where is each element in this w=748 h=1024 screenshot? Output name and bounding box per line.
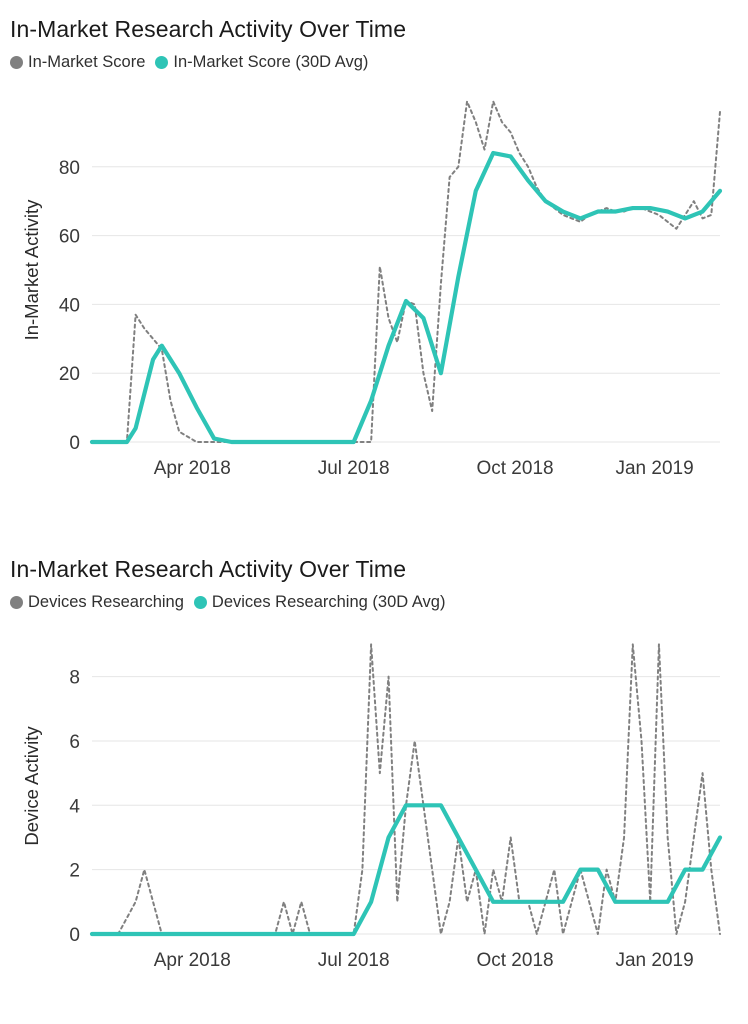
legend-dot-icon [10, 596, 23, 609]
legend-label: In-Market Score (30D Avg) [173, 53, 369, 71]
svg-text:In-Market Activity: In-Market Activity [21, 199, 42, 341]
plot-area [0, 72, 748, 502]
svg-text:80: 80 [58, 157, 80, 179]
svg-text:60: 60 [58, 226, 80, 248]
svg-text:Jan 2019: Jan 2019 [615, 458, 694, 479]
chart-svg [0, 72, 748, 502]
legend-item[interactable] [10, 53, 145, 72]
page-title: In-Market Research Activity Over Time [10, 16, 407, 42]
page-title: In-Market Research Activity Over Time [10, 556, 407, 582]
svg-text:40: 40 [58, 295, 80, 317]
svg-text:2: 2 [69, 860, 80, 882]
svg-text:Apr 2018: Apr 2018 [153, 458, 231, 479]
legend-label: In-Market Score [28, 53, 146, 71]
svg-text:Jan 2019: Jan 2019 [615, 950, 694, 971]
legend-label: Devices Researching (30D Avg) [211, 593, 446, 611]
legend-item[interactable] [155, 53, 368, 72]
legend-item[interactable] [10, 593, 184, 612]
legend-dot-icon [10, 56, 23, 69]
chart-svg [0, 612, 748, 992]
legend-item[interactable] [194, 593, 446, 612]
chart-legend [0, 43, 748, 72]
svg-text:8: 8 [69, 667, 80, 689]
svg-text:Oct 2018: Oct 2018 [476, 950, 554, 971]
svg-text:Apr 2018: Apr 2018 [153, 950, 231, 971]
svg-text:Jul 2018: Jul 2018 [317, 458, 390, 479]
svg-text:0: 0 [69, 433, 80, 454]
svg-text:6: 6 [69, 731, 80, 753]
legend-label: Devices Researching [28, 593, 184, 611]
svg-text:Device Activity: Device Activity [21, 726, 42, 846]
svg-text:Oct 2018: Oct 2018 [476, 458, 554, 479]
chart-block-devices-researching [0, 540, 748, 1024]
chart-legend [0, 583, 748, 612]
svg-text:Jul 2018: Jul 2018 [317, 950, 390, 971]
svg-text:0: 0 [69, 925, 80, 946]
legend-dot-icon [194, 596, 207, 609]
svg-text:4: 4 [69, 796, 80, 818]
plot-area [0, 612, 748, 992]
svg-text:20: 20 [58, 364, 80, 386]
legend-dot-icon [155, 56, 168, 69]
